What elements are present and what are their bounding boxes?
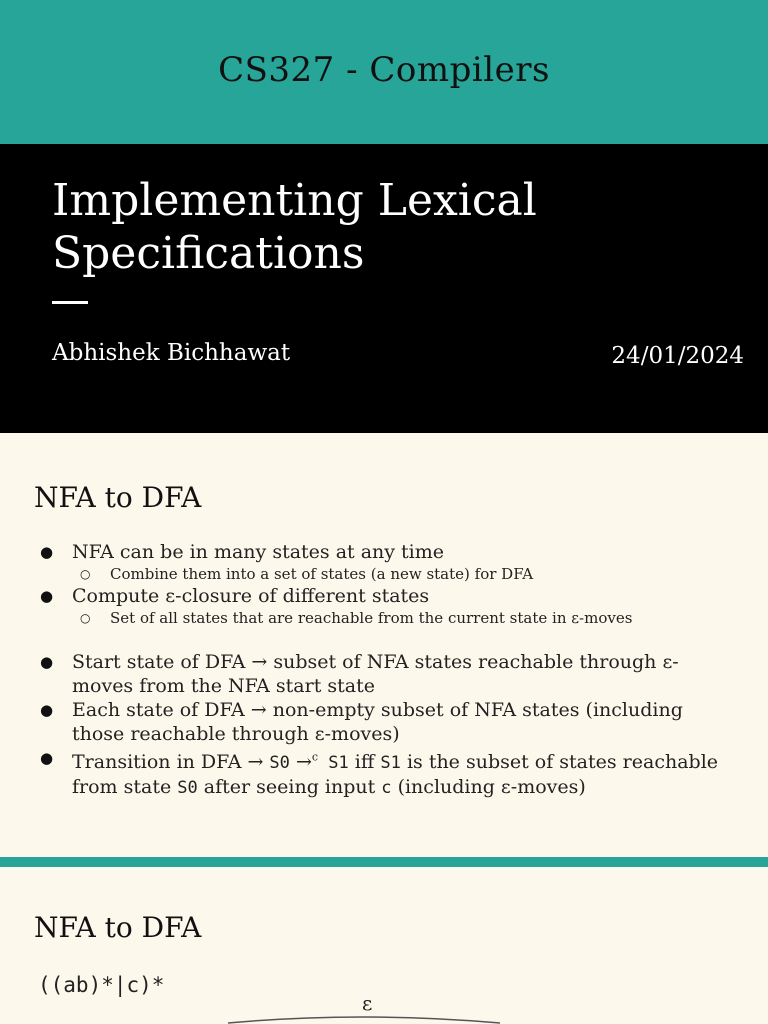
bullet-item [0, 698, 768, 746]
text-fragment: Transition in DFA → [72, 751, 270, 774]
presentation-date: 24/01/2024 [611, 343, 744, 369]
slide-heading: NFA to DFA [34, 481, 202, 514]
sub-bullet-item [0, 564, 768, 584]
bullet-dot-icon: ● [40, 749, 54, 767]
slide-nfa-to-dfa-example [0, 867, 768, 1024]
title-underline-rule [52, 301, 88, 304]
slide-nfa-to-dfa [0, 433, 768, 858]
bullet-dot-icon: ● [40, 701, 54, 719]
bullet-dot-icon: ● [40, 587, 54, 605]
state-s0-code: S0 [269, 753, 290, 774]
text-fragment: after seeing input [197, 776, 382, 799]
title-slide [0, 144, 768, 433]
state-s0-code: S0 [177, 778, 198, 799]
bullet-text: Compute ε-closure of different states [72, 585, 430, 607]
bullet-text: Start state of DFA → subset of NFA states reachable through ε-moves from the NFA start state [72, 651, 679, 697]
bullet-text-transition [72, 751, 718, 798]
regex-expression: ((ab)*|c)* [38, 973, 165, 997]
bullet-list-top [0, 540, 768, 628]
deck-title-line-1: Implementing Lexical [52, 175, 537, 226]
bullet-item [0, 540, 768, 564]
text-fragment: iff [348, 751, 381, 774]
course-header [0, 0, 768, 144]
text-fragment: is the subset of states reachable from state [72, 751, 719, 799]
sub-bullet-text: Set of all states that are reachable from the current state in ε-moves [110, 609, 633, 627]
sub-bullet-circle-icon: ○ [80, 611, 91, 625]
bullet-text: Each state of DFA → non-empty subset of NFA states (including those reachable through ε-moves) [72, 699, 683, 745]
sub-bullet-circle-icon: ○ [80, 567, 91, 581]
bullet-dot-icon: ● [40, 543, 54, 561]
deck-title-line-2: Specifications [52, 228, 365, 279]
epsilon-transition-arc [0, 1007, 768, 1024]
arrow-glyph: → [289, 751, 312, 774]
slide-divider [0, 857, 768, 867]
bullet-text: NFA can be in many states at any time [72, 541, 445, 563]
sub-bullet-item [0, 608, 768, 628]
deck-title [52, 174, 652, 280]
epsilon-transition-label: ε [362, 991, 373, 1015]
bullet-item [0, 584, 768, 608]
state-s1-code: S1 [380, 753, 401, 774]
bullet-item [0, 650, 768, 698]
bullet-list-bottom [0, 650, 768, 800]
bullet-item [0, 746, 768, 800]
state-s1-code: S1 [318, 753, 349, 774]
sub-bullet-text: Combine them into a set of states (a new state) for DFA [110, 565, 534, 583]
course-title: CS327 - Compilers [218, 50, 550, 90]
text-fragment: (including ε-moves) [391, 776, 586, 799]
input-c-superscript: c [311, 751, 319, 764]
bullet-dot-icon: ● [40, 653, 54, 671]
slide-heading: NFA to DFA [34, 911, 202, 944]
input-c-code: c [381, 778, 392, 799]
author-name: Abhishek Bichhawat [52, 340, 291, 366]
